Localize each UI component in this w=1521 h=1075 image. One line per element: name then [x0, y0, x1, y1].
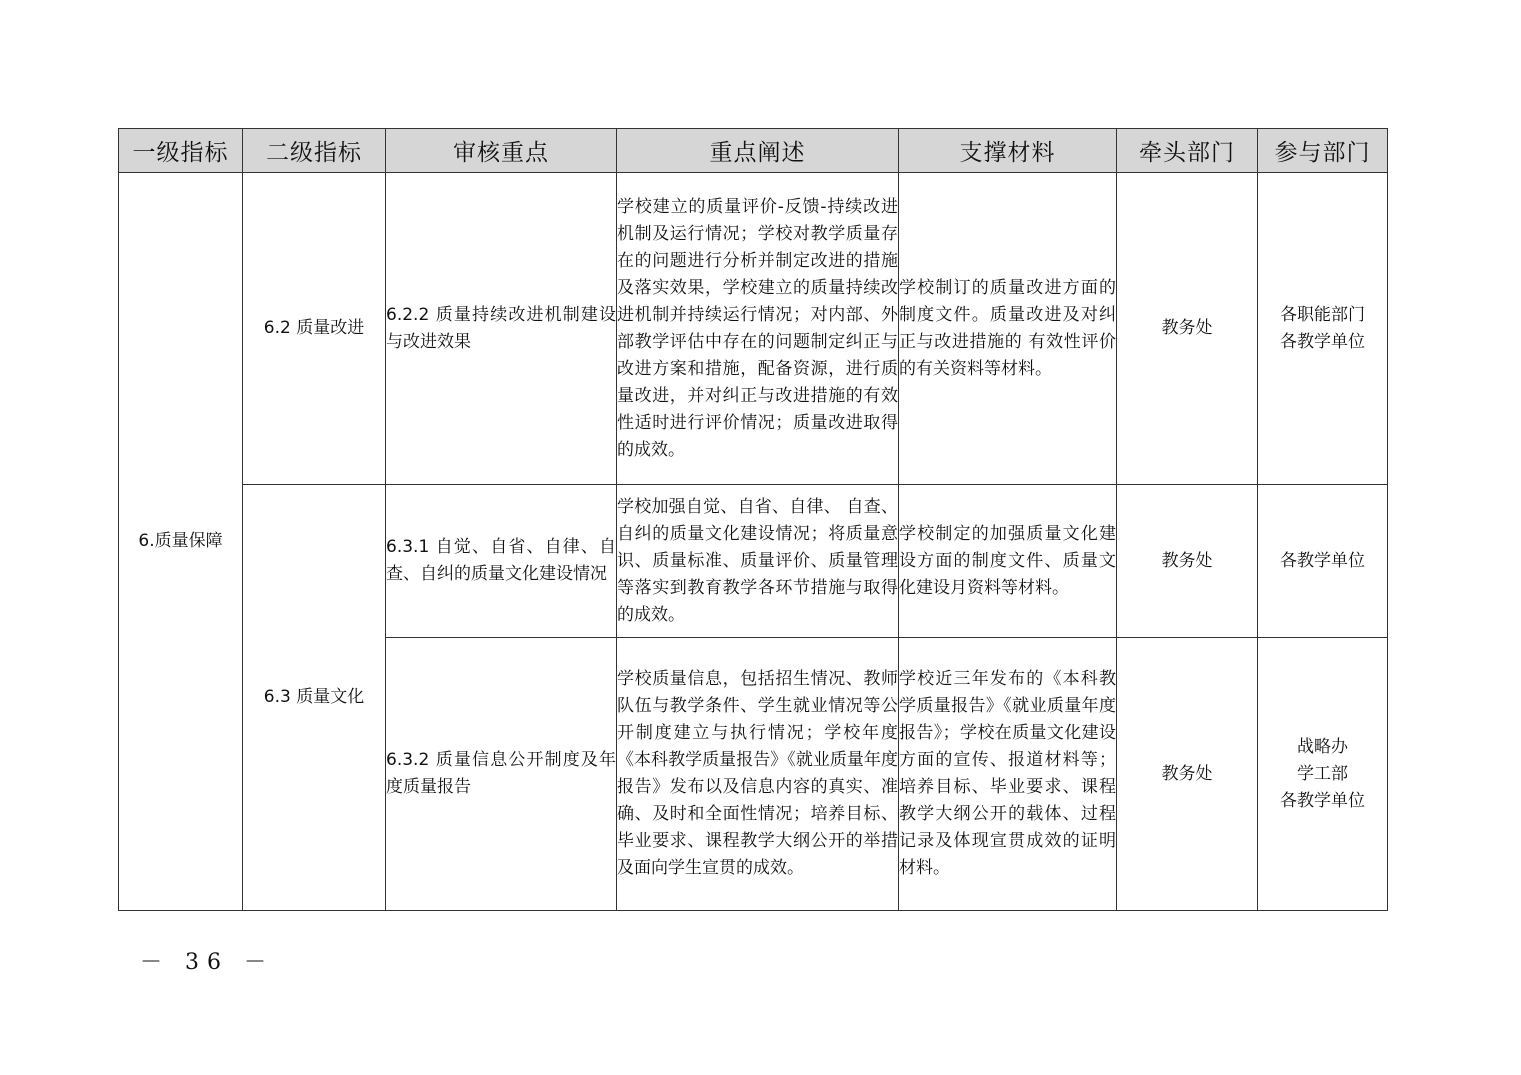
audit-indicator-table	[118, 128, 1388, 911]
level2-indicator-cell: 6.2 质量改进	[243, 173, 386, 485]
table-header-row	[119, 129, 1388, 173]
participating-departments-cell: 各职能部门 各教学单位	[1258, 173, 1388, 485]
level1-indicator-cell: 6.质量保障	[119, 173, 243, 911]
lead-department-cell: 教务处	[1117, 485, 1258, 638]
explanation-cell: 学校质量信息，包括招生情况、教师队伍与教学条件、学生就业情况等公开制度建立与执行情况；学校年度《本科教学质量报告》《就业质量年度报告》发布以及信息内容的真实、准确、及时和全面性情况；培养目标、毕业要求、课程教学大纲公开的举措及面向学生宣贯的成效。	[617, 638, 899, 911]
materials-cell: 学校制订的质量改进方面的制度文件。质量改进及对纠正与改进措施的 有效性评价的有关资料等材料。	[899, 173, 1117, 485]
lead-department-cell: 教务处	[1117, 638, 1258, 911]
participating-departments-cell: 各教学单位	[1258, 485, 1388, 638]
header-audit-focus: 审核重点	[386, 129, 617, 173]
explanation-cell: 学校建立的质量评价-反馈-持续改进机制及运行情况；学校对教学质量存在的问题进行分析并制定改进的措施及落实效果，学校建立的质量持续改进机制并持续运行情况；对内部、外部教学评估中存在的问题制定纠正与改进方案和措施，配备资源，进行质量改进，并对纠正与改进措施的有效性适时进行评价情况；质量改进取得的成效。	[617, 173, 899, 485]
audit-focus-cell: 6.3.2 质量信息公开制度及年度质量报告	[386, 638, 617, 911]
materials-cell: 学校近三年发布的《本科教学质量报告》《就业质量年度报告》；学校在质量文化建设方面的宣传、报道材料等；培养目标、毕业要求、课程教学大纲公开的载体、过程记录及体现宣贯成效的证明材料。	[899, 638, 1117, 911]
table-row	[119, 485, 1388, 638]
header-level2-indicator: 二级指标	[243, 129, 386, 173]
header-supporting-materials: 支撑材料	[899, 129, 1117, 173]
header-level1-indicator: 一级指标	[119, 129, 243, 173]
explanation-cell: 学校加强自觉、自省、自律、 自查、自纠的质量文化建设情况；将质量意识、质量标准、质量评价、质量管理等落实到教育教学各环节措施与取得的成效。	[617, 485, 899, 638]
participating-departments-cell: 战略办 学工部 各教学单位	[1258, 638, 1388, 911]
header-focus-explanation: 重点阐述	[617, 129, 899, 173]
lead-department-cell: 教务处	[1117, 173, 1258, 485]
audit-focus-cell: 6.3.1 自觉、自省、自律、自查、自纠的质量文化建设情况	[386, 485, 617, 638]
page-number: － 36 －	[140, 950, 274, 975]
audit-focus-cell: 6.2.2 质量持续改进机制建设与改进效果	[386, 173, 617, 485]
level2-indicator-cell: 6.3 质量文化	[243, 485, 386, 911]
header-participating-departments: 参与部门	[1258, 129, 1388, 173]
materials-cell: 学校制定的加强质量文化建设方面的制度文件、质量文化建设月资料等材料。	[899, 485, 1117, 638]
table-row	[119, 173, 1388, 485]
header-lead-department: 牵头部门	[1117, 129, 1258, 173]
